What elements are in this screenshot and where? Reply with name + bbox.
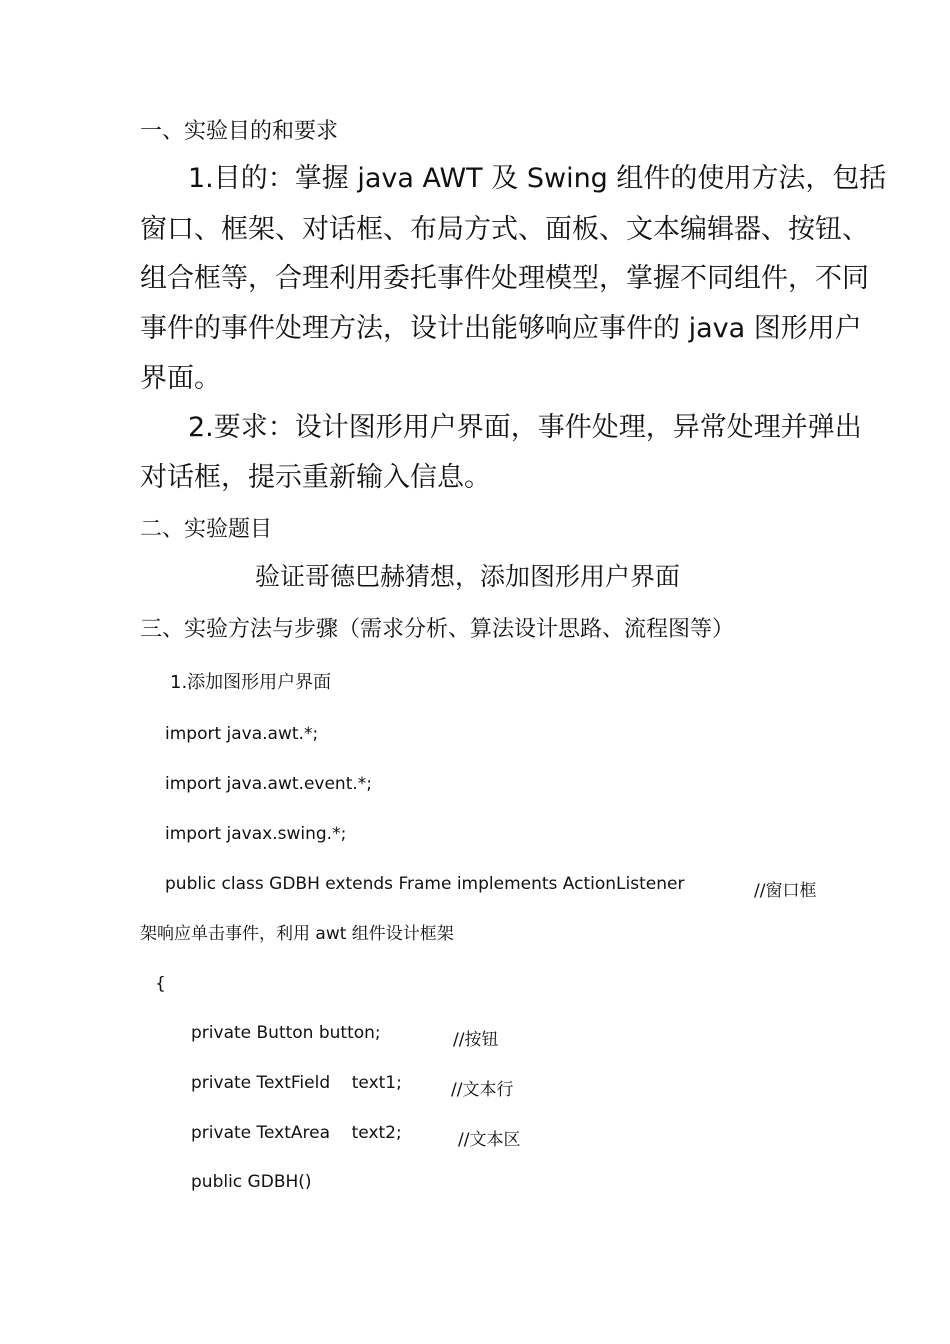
code-field-button: private Button button;: [191, 1023, 381, 1043]
code-field-textarea: private TextArea text2;: [191, 1123, 402, 1143]
code-field-textarea-comment: //文本区: [458, 1130, 521, 1150]
code-field-textfield-comment: //文本行: [451, 1080, 514, 1100]
experiment-title: 验证哥德巴赫猜想，添加图形用户界面: [255, 562, 681, 591]
requirement-line-2: 对话框，提示重新输入信息。: [140, 462, 491, 493]
purpose-line-1: 1.目的：掌握 java AWT 及 Swing 组件的使用方法，包括: [188, 163, 887, 194]
code-import-awt-event: import java.awt.event.*;: [165, 774, 372, 794]
code-class-comment-part1: //窗口框: [754, 881, 817, 901]
code-import-swing: import javax.swing.*;: [165, 824, 347, 844]
code-class-comment-part2: 架响应单击事件，利用 awt 组件设计框架: [140, 924, 454, 944]
code-field-textfield: private TextField text1;: [191, 1073, 402, 1093]
section-heading-2: 二、实验题目: [140, 517, 273, 542]
code-field-button-comment: //按钮: [453, 1030, 499, 1050]
purpose-line-4: 事件的事件处理方法，设计出能够响应事件的 java 图形用户: [140, 313, 862, 344]
step-1-label: 1.添加图形用户界面: [170, 672, 332, 693]
code-constructor: public GDBH(): [191, 1172, 312, 1192]
section-heading-1: 一、实验目的和要求: [140, 119, 339, 144]
purpose-line-5: 界面。: [140, 363, 221, 394]
purpose-line-2: 窗口、框架、对话框、布局方式、面板、文本编辑器、按钮、: [140, 214, 869, 245]
requirement-line-1: 2.要求：设计图形用户界面，事件处理，异常处理并弹出: [188, 412, 862, 443]
code-open-brace: {: [155, 974, 166, 994]
purpose-line-3: 组合框等，合理利用委托事件处理模型，掌握不同组件，不同: [140, 263, 869, 294]
code-import-awt: import java.awt.*;: [165, 724, 319, 744]
section-heading-3: 三、实验方法与步骤（需求分析、算法设计思路、流程图等）: [140, 617, 735, 642]
code-class-declaration: public class GDBH extends Frame implements ActionListener: [165, 874, 685, 894]
